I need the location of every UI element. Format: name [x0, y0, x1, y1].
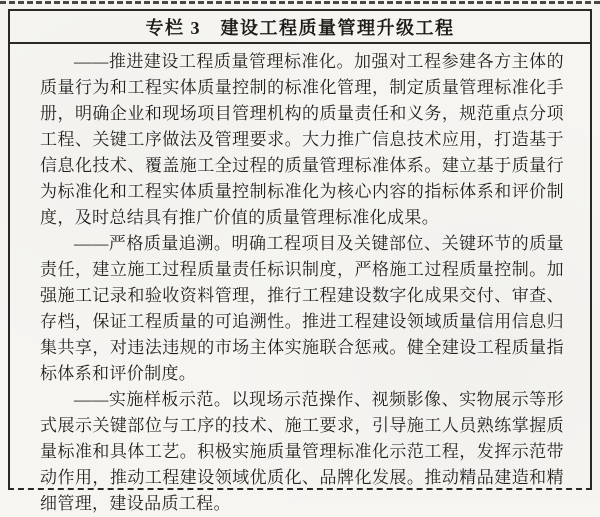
column-body [10, 44, 590, 517]
torn-edge-dashed-line [0, 1, 600, 4]
column-box [8, 9, 592, 513]
paragraph-model-demonstration: ——实施样板示范。以现场示范操作、视频影像、实物展示等形式展示关键部位与工序的技术、施工要求，引导施工人员熟练掌握质量标准和具体工艺。积极实施质量管理标准化示范工程，发挥示范带动作用，推动工程建设领域优质化、品牌化发展。推动精品建造和精细管理，建设品质工程。 [40, 390, 564, 513]
paragraph-quality-traceability: ——严格质量追溯。明确工程项目及关键部位、关键环节的质量责任，建立施工过程质量责任标识制度，严格施工过程质量控制。加强施工记录和验收资料管理，推行工程建设数字化成果交付、审查、存档，保证工程质量的可追溯性。推进工程建设领域质量信用信息归集共享，对违法违规的市场主体实施联合惩戒。健全建设工程质量指标体系和评价制度。 [40, 234, 564, 383]
column-title: 专栏 3 建设工程质量管理升级工程 [10, 11, 590, 44]
paragraph-standardization: ——推进建设工程质量管理标准化。加强对工程参建各方主体的质量行为和工程实体质量控制的标准化管理，制定质量管理标准化手册，明确企业和现场项目管理机构的质量责任和义务，规范重点分项工程、关键工序做法及管理要求。大力推广信息技术应用，打造基于信息化技术、覆盖施工全过程的质量管理标准体系。建立基于质量行为标准化和工程实体质量控制标准化为核心内容的指标体系和评价制度，及时总结具有推广价值的质量管理标准化成果。 [40, 52, 564, 227]
